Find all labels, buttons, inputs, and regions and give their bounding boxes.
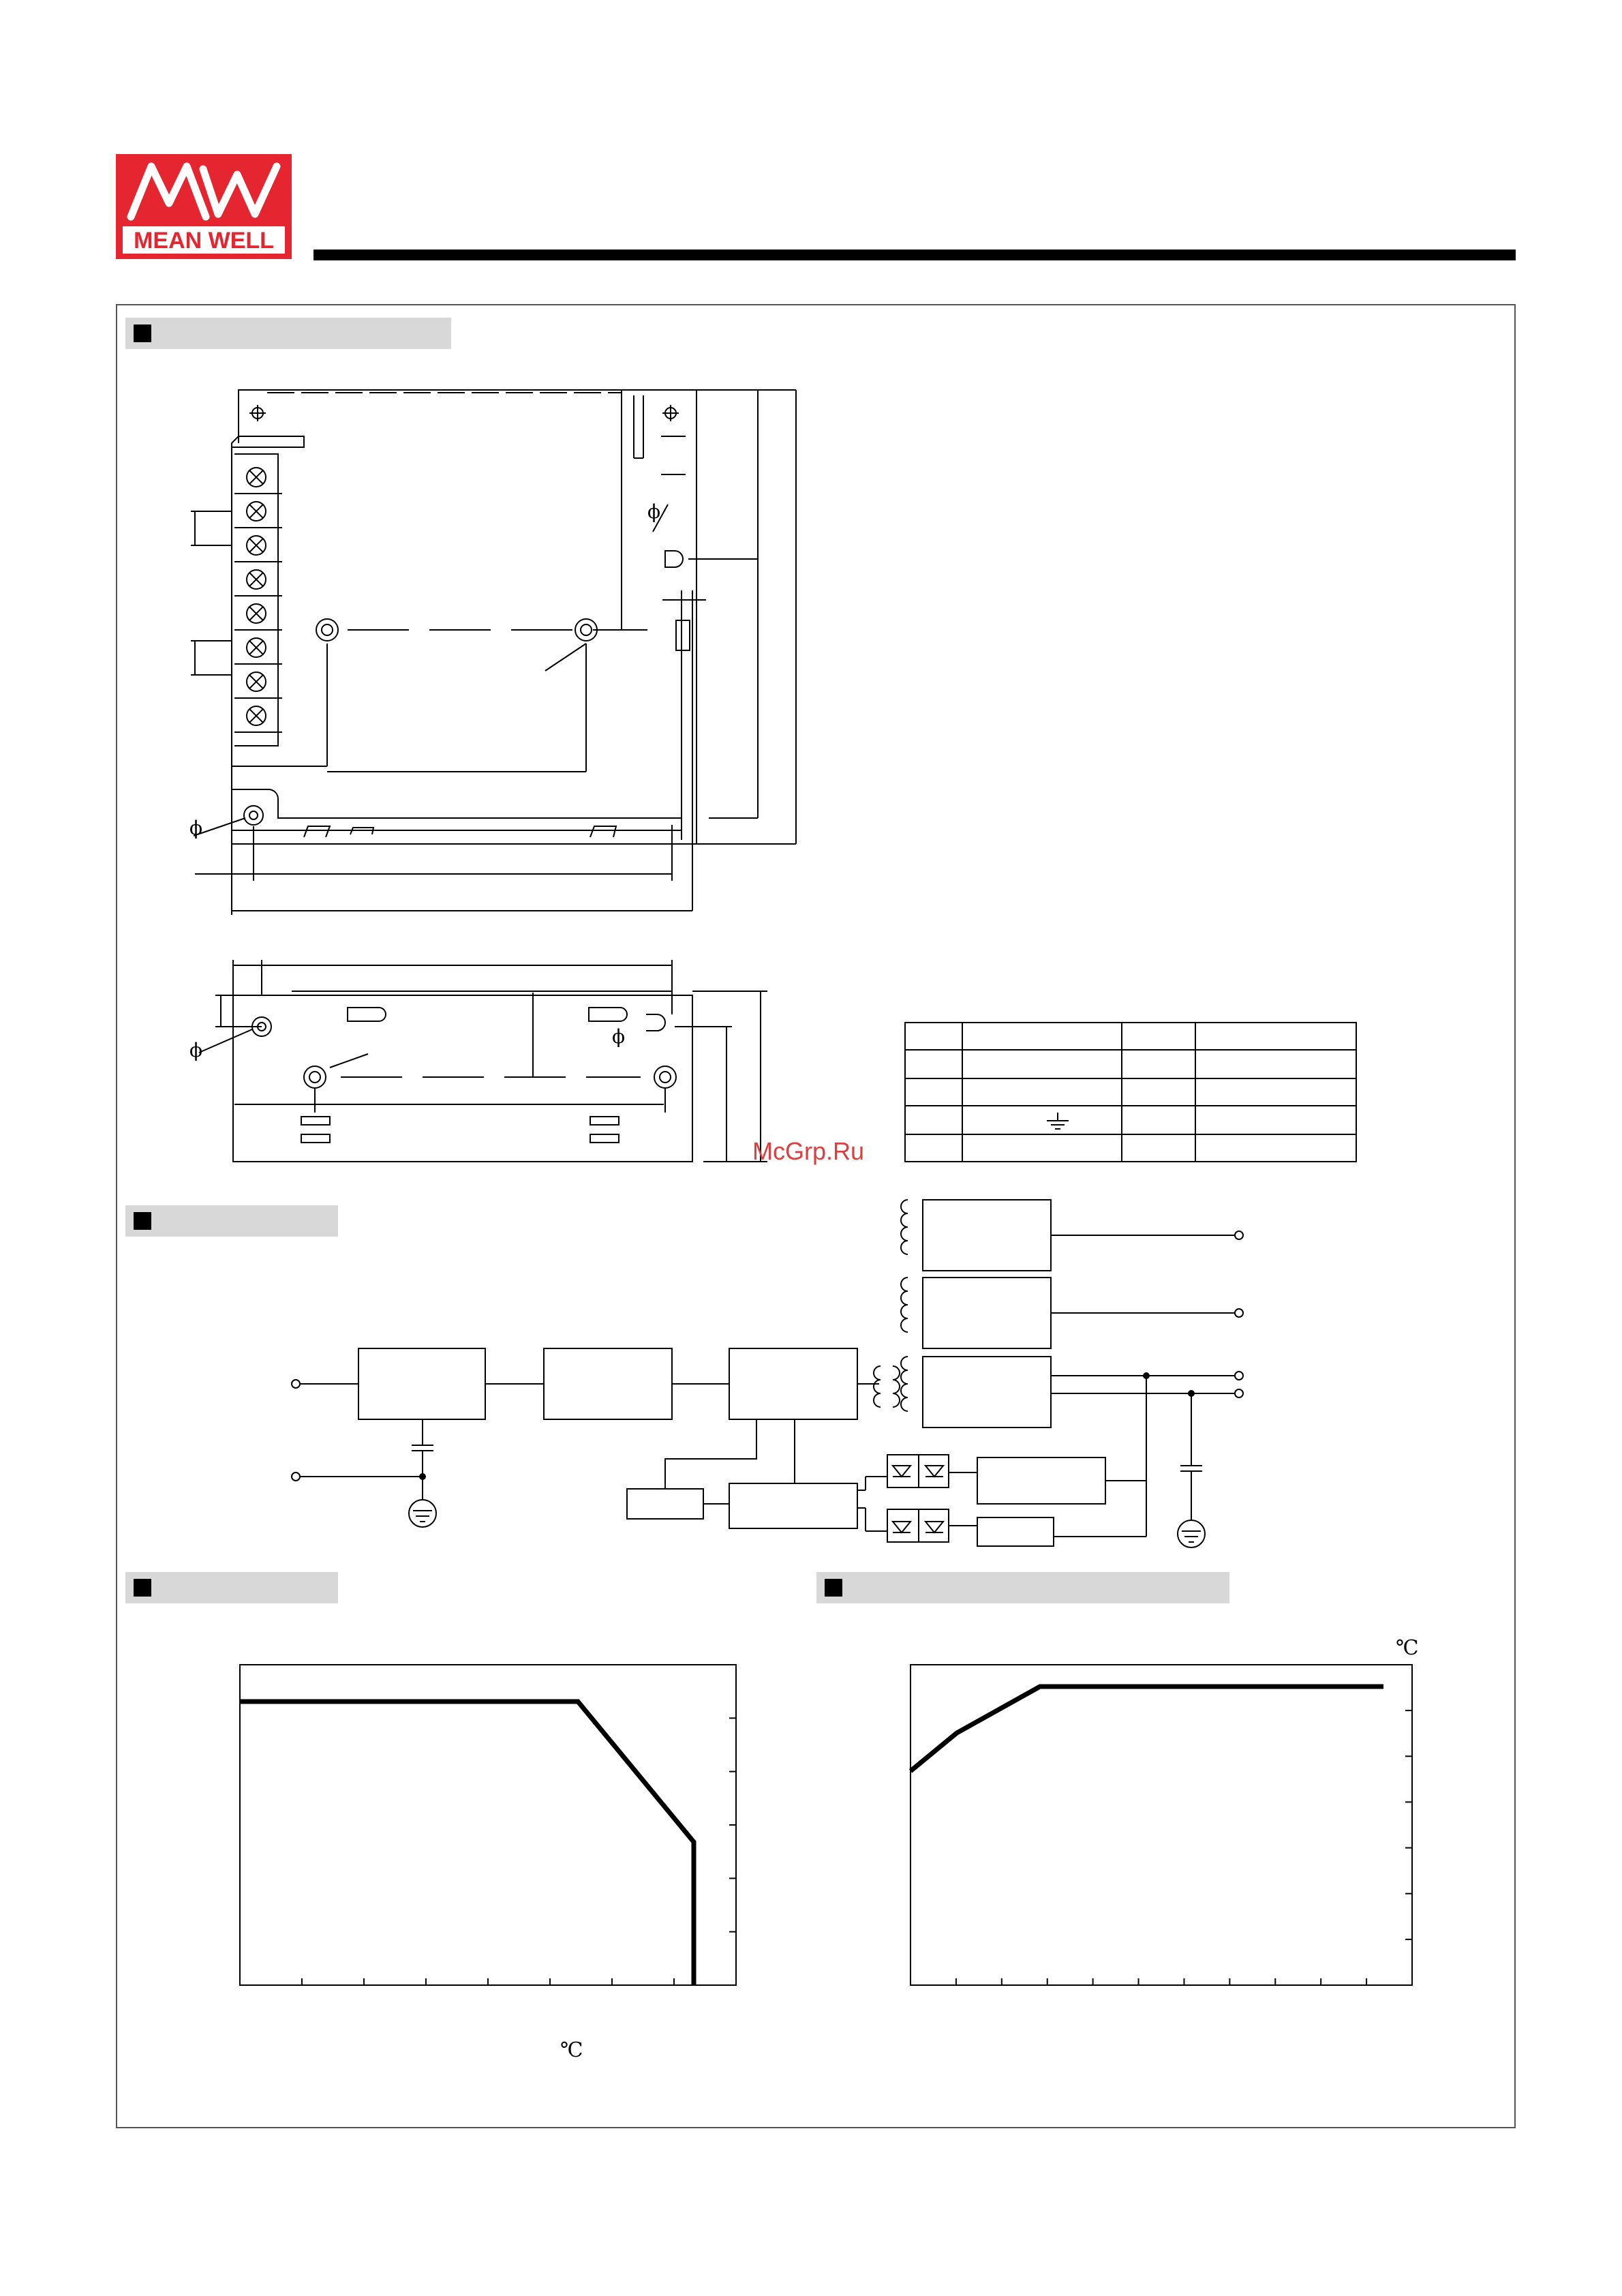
svg-text:ϕ: ϕ	[189, 1039, 203, 1061]
static-unit-label: ℃	[1396, 1636, 1419, 1660]
svg-text:ϕ: ϕ	[612, 1025, 626, 1048]
derating-unit-label: ℃	[560, 2038, 583, 2062]
derating-series-line	[240, 1702, 694, 1985]
svg-text:MEAN WELL: MEAN WELL	[134, 228, 274, 254]
static-series-line	[911, 1687, 1383, 1771]
derating-plot-area	[240, 1665, 736, 1985]
top-view-drawing	[189, 390, 796, 915]
derating-ticks	[302, 1718, 736, 1985]
static-ticks	[956, 1710, 1412, 1985]
static-chart	[911, 1665, 1412, 1985]
terminal-pin-table	[905, 1023, 1356, 1162]
derating-chart	[240, 1665, 736, 1985]
watermark-text: McGrp.Ru	[752, 1137, 865, 1165]
svg-text:ϕ: ϕ	[647, 500, 661, 523]
side-view-drawing	[189, 960, 767, 1162]
static-plot-area	[911, 1665, 1412, 1985]
block-diagram	[292, 1200, 1243, 1547]
svg-text:ϕ: ϕ	[189, 817, 203, 839]
ground-symbol-icon	[1047, 1113, 1069, 1129]
transformer-coils	[874, 1200, 908, 1411]
